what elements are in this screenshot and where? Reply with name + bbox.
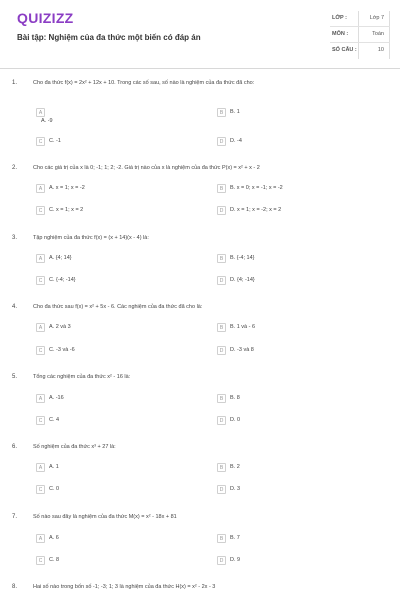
- option-text: A. -9: [41, 118, 53, 124]
- option-badge-b: B: [217, 184, 226, 193]
- option-text: C. 8: [49, 557, 60, 563]
- option-badge-b: B: [217, 108, 226, 117]
- worksheet-header: [0, 0, 400, 66]
- option-badge-d: D: [217, 556, 226, 565]
- meta-label-subject: MÔN :: [332, 31, 349, 37]
- worksheet-title: Bài tập: Nghiệm của đa thức một biến có đáp án: [17, 33, 201, 42]
- option-text: D. 0: [230, 417, 241, 423]
- question-number: 1.: [12, 80, 18, 86]
- option-text: A. 2 và 3: [49, 324, 71, 330]
- option-badge-c: C: [36, 556, 45, 565]
- question-text: Cho đa thức f(x) = 2x² + 12x + 10. Trong các số sau, số nào là nghiệm của đa thức đã cho:: [33, 80, 255, 86]
- option-text: D. -4: [230, 138, 242, 144]
- option-badge-d: D: [217, 206, 226, 215]
- option-text: B. 1: [230, 109, 240, 115]
- option-badge-a: A: [36, 184, 45, 193]
- meta-row-subject: [330, 27, 390, 43]
- option-text: D. 9: [230, 557, 241, 563]
- option-text: D. x = 1; x = -2; x = 2: [230, 207, 282, 213]
- meta-value-subject: Toán: [372, 31, 384, 37]
- option-badge-d: D: [217, 416, 226, 425]
- question-text: Tổng các nghiệm của đa thức x² - 16 là:: [33, 374, 131, 380]
- question-number: 6.: [12, 444, 18, 450]
- question-number: 4.: [12, 304, 18, 310]
- option-text: B. 8: [230, 395, 240, 401]
- meta-value-class: Lớp 7: [369, 15, 384, 21]
- option-badge-b: B: [217, 323, 226, 332]
- option-badge-c: C: [36, 137, 45, 146]
- option-badge-a: A: [36, 463, 45, 472]
- question-number: 5.: [12, 374, 18, 380]
- option-text: A. -16: [49, 395, 64, 401]
- option-badge-a: A: [36, 108, 45, 117]
- option-text: A. 6: [49, 535, 59, 541]
- option-text: C. x = 1; x = 2: [49, 207, 84, 213]
- option-badge-c: C: [36, 485, 45, 494]
- header-divider: [0, 68, 400, 69]
- option-badge-a: A: [36, 394, 45, 403]
- option-text: C. {-4; -14}: [49, 277, 76, 283]
- option-text: C. -1: [49, 138, 61, 144]
- question-text: Số nghiệm của đa thức x³ + 27 là:: [33, 444, 116, 450]
- option-badge-b: B: [217, 534, 226, 543]
- option-text: C. -3 và -6: [49, 347, 75, 353]
- meta-label-class: LỚP :: [332, 15, 347, 21]
- option-badge-a: A: [36, 254, 45, 263]
- question-text: Tập nghiệm của đa thức f(x) = (x + 14)(x - 4) là:: [33, 235, 149, 241]
- worksheet-meta-table: [330, 11, 390, 59]
- question-text: Cho các giá trị của x là 0; -1; 1; 2; -2. Giá trị nào của x là nghiệm của đa thức P(x) = x² + x - 2: [33, 165, 260, 171]
- option-badge-d: D: [217, 137, 226, 146]
- option-text: D. {4; -14}: [230, 277, 255, 283]
- option-badge-b: B: [217, 254, 226, 263]
- option-badge-d: D: [217, 346, 226, 355]
- option-badge-a: A: [36, 323, 45, 332]
- question-text: Hai số nào trong bốn số -1; -3; 1; 3 là nghiệm của đa thức H(x) = x² - 2x - 3: [33, 584, 216, 590]
- question-text: Cho đa thức sau f(x) = x² + 5x - 6. Các nghiệm của đa thức đã cho là:: [33, 304, 203, 310]
- meta-value-count: 10: [377, 47, 384, 53]
- option-text: D. -3 và 8: [230, 347, 254, 353]
- question-number: 7.: [12, 514, 18, 520]
- option-text: A. {4; 14}: [49, 255, 72, 261]
- option-text: B. 1 và - 6: [230, 324, 256, 330]
- option-badge-c: C: [36, 276, 45, 285]
- option-text: C. 4: [49, 417, 60, 423]
- meta-row-class: [330, 11, 390, 27]
- question-number: 8.: [12, 584, 18, 590]
- option-text: A. 1: [49, 464, 59, 470]
- question-number: 2.: [12, 165, 18, 171]
- question-number: 3.: [12, 235, 18, 241]
- option-text: D. 3: [230, 486, 241, 492]
- option-text: A. x = 1; x = -2: [49, 185, 85, 191]
- option-text: B. 2: [230, 464, 240, 470]
- option-badge-b: B: [217, 394, 226, 403]
- option-text: B. {-4; 14}: [230, 255, 255, 261]
- option-text: B. 7: [230, 535, 240, 541]
- option-text: B. x = 0; x = -1; x = -2: [230, 185, 283, 191]
- option-badge-c: C: [36, 346, 45, 355]
- option-badge-b: B: [217, 463, 226, 472]
- option-badge-c: C: [36, 416, 45, 425]
- option-badge-d: D: [217, 485, 226, 494]
- quizizz-logo: QUIZIZZ: [17, 10, 74, 26]
- meta-row-count: [330, 43, 390, 59]
- option-badge-c: C: [36, 206, 45, 215]
- meta-label-count: SỐ CÂU :: [332, 47, 357, 53]
- option-badge-a: A: [36, 534, 45, 543]
- option-badge-d: D: [217, 276, 226, 285]
- option-text: C. 0: [49, 486, 60, 492]
- question-text: Số nào sau đây là nghiệm của đa thức M(x) = x² - 18x + 81: [33, 514, 177, 520]
